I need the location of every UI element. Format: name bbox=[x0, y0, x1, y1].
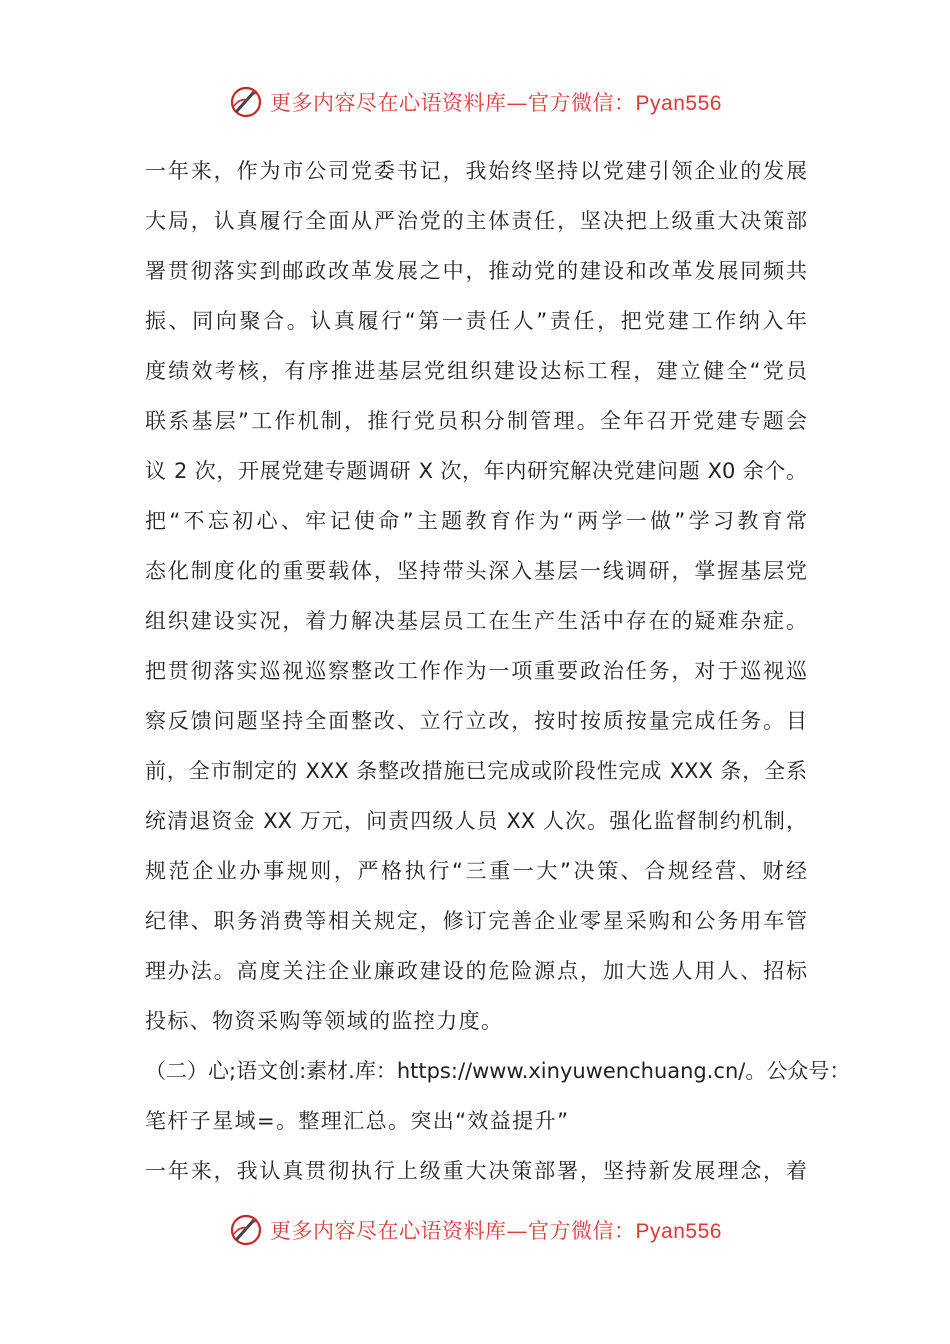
text-line: 统清退资金 XX 万元，问责四级人员 XX 人次。强化监督制约机制， bbox=[145, 809, 807, 833]
text-line: 联系基层”工作机制，推行党员积分制管理。全年召开党建专题会 bbox=[145, 409, 807, 433]
watermark-text: 更多内容尽在心语资料库—官方微信：Pyan556 bbox=[270, 91, 722, 115]
footer-watermark bbox=[0, 1210, 950, 1250]
pen-logo-icon bbox=[228, 1212, 264, 1248]
section-heading-line: 笔杆子星域=。整理汇总。突出“效益提升” bbox=[145, 1109, 570, 1133]
text-line: 把贯彻落实巡视巡察整改工作作为一项重要政治任务，对于巡视巡 bbox=[145, 659, 807, 683]
text-line: 大局，认真履行全面从严治党的主体责任，坚决把上级重大决策部 bbox=[145, 209, 807, 233]
text-line: 一年来，我认真贯彻执行上级重大决策部署，坚持新发展理念，着 bbox=[145, 1159, 807, 1183]
text-line: 投标、物资采购等领域的监控力度。 bbox=[145, 1009, 504, 1033]
text-line: 把“不忘初心、牢记使命”主题教育作为“两学一做”学习教育常 bbox=[145, 509, 807, 533]
header-watermark bbox=[0, 82, 950, 122]
watermark-text: 更多内容尽在心语资料库—官方微信：Pyan556 bbox=[270, 1219, 722, 1243]
text-line: 振、同向聚合。认真履行“第一责任人”责任，把党建工作纳入年 bbox=[145, 309, 807, 333]
text-line: 理办法。高度关注企业廉政建设的危险源点，加大选人用人、招标 bbox=[145, 959, 807, 983]
text-line: 议 2 次，开展党建专题调研 X 次，年内研究解决党建问题 X0 余个。 bbox=[145, 459, 807, 483]
section-heading-line: （二）心;语文创:素材.库：https://www.xinyuwenchuang.cn/。公众号： bbox=[145, 1059, 851, 1083]
text-line: 组织建设实况，着力解决基层员工在生产生活中存在的疑难杂症。 bbox=[145, 609, 807, 633]
text-line: 察反馈问题坚持全面整改、立行立改，按时按质按量完成任务。目 bbox=[145, 709, 807, 733]
text-line: 一年来，作为市公司党委书记，我始终坚持以党建引领企业的发展 bbox=[145, 159, 807, 183]
text-line: 前，全市制定的 XXX 条整改措施已完成或阶段性完成 XXX 条，全系 bbox=[145, 759, 807, 783]
text-line: 规范企业办事规则，严格执行“三重一大”决策、合规经营、财经 bbox=[145, 859, 807, 883]
text-line: 署贯彻落实到邮政改革发展之中，推动党的建设和改革发展同频共 bbox=[145, 259, 807, 283]
text-line: 态化制度化的重要载体，坚持带头深入基层一线调研，掌握基层党 bbox=[145, 559, 807, 583]
text-line: 度绩效考核，有序推进基层党组织建设达标工程，建立健全“党员 bbox=[145, 359, 807, 383]
text-line: 纪律、职务消费等相关规定，修订完善企业零星采购和公务用车管 bbox=[145, 909, 807, 933]
pen-logo-icon bbox=[228, 84, 264, 120]
